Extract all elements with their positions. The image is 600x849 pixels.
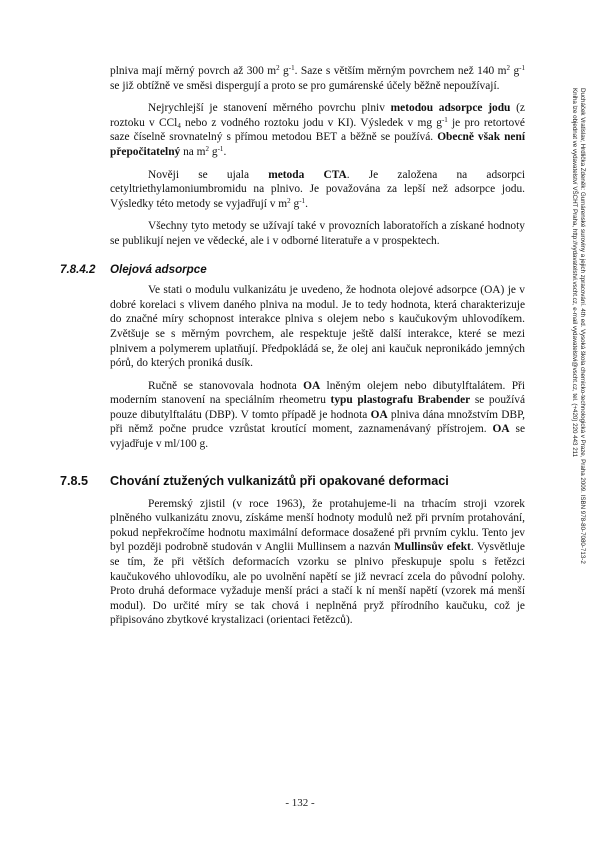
paragraph-iodine-adsorption (110, 101, 525, 159)
text-run: . Vysvětluje se tím, že při větších deformacích vzorku se plnivo přeskupuje spolu s řetězci kaučukového uhlovodíku, ale po uvolnění napětí se již nevrací zcela do původní polohy. Proto druhá deformace vyžaduje menší práci a stačí k ní menší napětí (vzorek má menší modul). Do určité míry se tak chová i neplněná pryž přírodního kaučuku, což je připisováno zbytkové krystalizaci (orientaci řetězců). (110, 541, 525, 627)
text-run: . (223, 145, 227, 158)
text-run: je pro retortové saze číselně srovnatelný s přímou metodou BET a běžně se používá. (110, 116, 525, 144)
superscript: -1 (217, 144, 224, 153)
text-run: plniva mají měrný povrch až 300 m (110, 65, 277, 77)
text-run: se používá pouze dibutylftalátu (DBP). V tomto případě je hodnota (110, 394, 525, 421)
section-heading-7-8-4-2 (60, 262, 525, 278)
bold-term: OA (370, 408, 388, 421)
bold-term: metodou adsorpce jodu (390, 102, 511, 115)
text-run: se vyjadřuje v ml/100 g. (110, 423, 525, 451)
citation-sidenote (562, 88, 586, 648)
section-title: Chování ztužených vulkanizátů při opakované deformaci (110, 473, 449, 488)
page-number: - 132 - (285, 797, 315, 809)
paragraph-oa-measurement (110, 379, 525, 452)
section-number: 7.8.4.2 (60, 262, 96, 276)
superscript: 2 (205, 144, 210, 153)
text-run: . Saze s větším měrným povrchem než 140 m (294, 65, 507, 77)
section-number: 7.8.5 (60, 473, 89, 488)
text-run: . (305, 197, 308, 210)
citation-line-2: Kniha lze objednat ve vydavatelství VŠCHT Praha, http://vydavatelstvi.vscht.cz, e-mail vydavatelstvi@vscht.cz, tel. (+420) 220 443 211 (571, 88, 578, 458)
superscript: 2 (506, 64, 511, 72)
bold-term: metoda CTA (268, 168, 347, 181)
paragraph-methods-usage: Všechny tyto metody se užívají také v provozních laboratořích a získané hodnoty se publikují nejen ve vědecké, ale i v odborné literatuře a v prospektech. (110, 220, 525, 247)
bold-term: Mullinsův efekt (393, 541, 471, 554)
subscript: 4 (177, 121, 181, 130)
bold-term: OA (303, 379, 321, 392)
superscript: 2 (276, 64, 280, 72)
text-run: g (290, 197, 300, 210)
text-run: (z roztoku v CCl (110, 102, 525, 129)
text-run: . Je založena na adsorpci cetyltriethylamoniumbromidu na plnivo. Je považována za lepší než adsorpce jodu. Výsledky této metody se vyjadřují v m (110, 168, 525, 210)
superscript: -1 (299, 196, 306, 205)
superscript: -1 (519, 64, 525, 72)
text-run: Ručně se stanovovala hodnota (148, 379, 304, 392)
text-run: g (279, 65, 289, 77)
section-heading-7-8-5 (60, 473, 525, 489)
text-run: Ve stati o modulu vulkanizátu je uvedeno, že hodnota olejové adsorpce (OA) je v dobré korelaci s vlivem daného plniva na modul. Je to tedy hodnota, která charakterizuje do značné míry schopnost interakce plniva s olejem nebo s kaučukovým uhlovodíkem. (110, 284, 525, 326)
text-run: plniva dána množstvím DBP, při němž počne prudce vzrůstat kroutící moment, zaznamenávaný přístrojem. (110, 408, 525, 436)
superscript: 2 (287, 196, 291, 205)
paragraph-oil-adsorption (110, 283, 525, 371)
paragraph-cta-method (110, 168, 525, 212)
citation-text (570, 88, 586, 648)
text-run: Nověji se ujala (148, 168, 269, 181)
superscript: -1 (441, 115, 448, 124)
bold-term: typu plastografu Brabender (330, 394, 471, 407)
paragraph-surface-area (110, 64, 525, 93)
text-run: g (209, 145, 218, 158)
text-run: na m (180, 145, 206, 158)
citation-line-1: Ducháček Vratislav, Hrdlička Zdeněk: Gumárenské suroviny a jejich zpracování. 4th ed. Vysoká škola chemicko-technologická v Praze, Praha 2009. ISBN 978-80-7080-713-2 (579, 88, 586, 564)
paragraph-mullins-effect (110, 497, 525, 628)
section-title: Olejová adsorpce (110, 262, 207, 276)
bold-term: Obecně však není přepočitatelný (110, 131, 525, 158)
text-run: g (510, 65, 520, 77)
text-run: Nejrychlejší je stanovení měrného povrchu plniv (148, 102, 391, 115)
text-run: nebo z vodného roztoku jodu v KI). Výsledek v mg g (180, 116, 442, 129)
text-run: se již obtížně ve směsi dispergují a proto se pro gumárenské účely běžně nepoužívají. (110, 79, 500, 92)
body-column (60, 64, 525, 636)
bold-term: OA (492, 423, 510, 436)
text-run: lněným olejem nebo dibutylftalátem. Při moderním stanovení na speciálním rheometru (110, 379, 525, 407)
text-run: Zvětšuje se s měrným povrchem, ale respektuje ještě další interakce, které se mezi plnivem a polymerem uplatňují. Předpokládá se, že olej ani kaučuk nepronikádo jemných pórů, do kterých proniká dusík. (110, 327, 525, 370)
text-run: Peremský zjistil (v roce 1963), že protahujeme-li na trhacím stroji vzorek plněného vulkanizátu znovu, získáme menší hodnoty modulů než při prvním protahování, pokud nepřekročíme hodnotu maximální deformace dosažené při prvním cyklu. Tento jev byl později podrobně studován v Anglii Mullinsem a nazván (110, 497, 525, 554)
superscript: -1 (288, 64, 295, 72)
